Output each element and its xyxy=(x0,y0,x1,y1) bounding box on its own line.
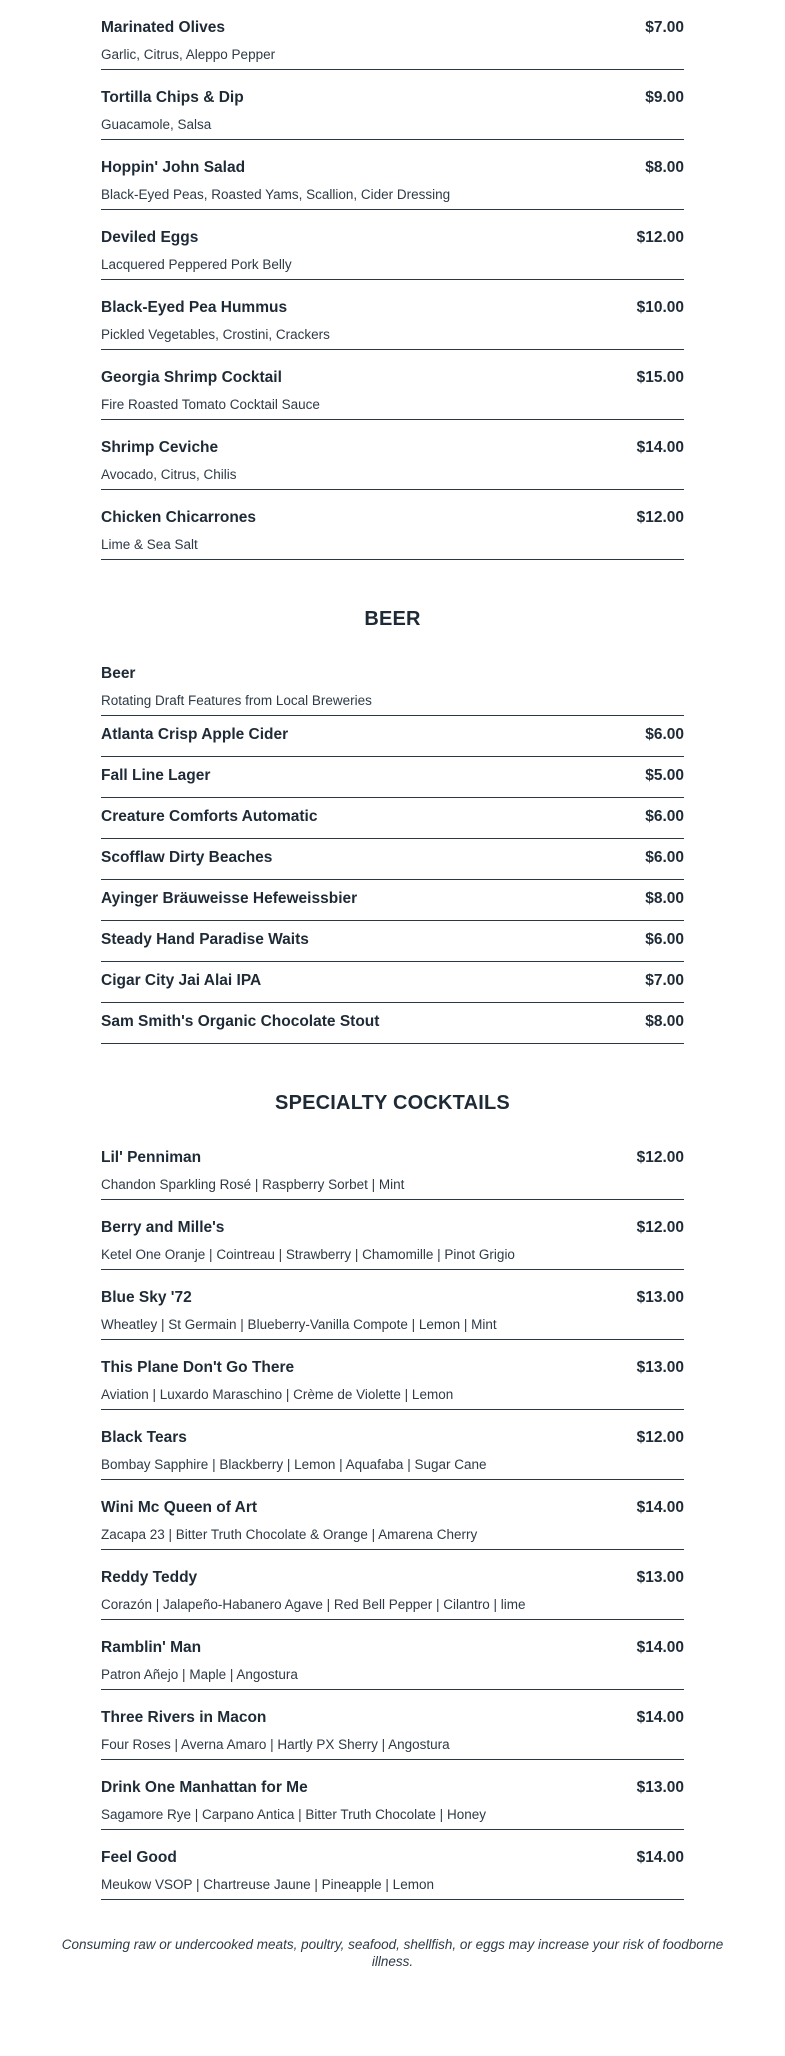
item-description: Patron Añejo | Maple | Angostura xyxy=(101,1667,298,1682)
item-description: Bombay Sapphire | Blackberry | Lemon | Aquafaba | Sugar Cane xyxy=(101,1457,487,1472)
menu-item xyxy=(101,1620,684,1690)
menu-item xyxy=(101,210,684,280)
item-name: Beer xyxy=(101,665,136,682)
item-price: $14.00 xyxy=(636,1709,684,1726)
menu-item xyxy=(101,1830,684,1900)
item-name: Creature Comforts Automatic xyxy=(101,808,318,825)
menu-item xyxy=(101,839,684,880)
menu-item xyxy=(101,70,684,140)
item-name: Lil' Penniman xyxy=(101,1149,202,1166)
menu-item xyxy=(101,880,684,921)
menu-item xyxy=(101,420,684,490)
item-price: $5.00 xyxy=(645,767,684,784)
item-price: $15.00 xyxy=(636,369,684,386)
item-price: $12.00 xyxy=(636,1219,684,1236)
item-name: Black Tears xyxy=(101,1429,187,1446)
menu-item xyxy=(101,962,684,1003)
item-name: Hoppin' John Salad xyxy=(101,159,246,176)
item-description: Zacapa 23 | Bitter Truth Chocolate & Orange | Amarena Cherry xyxy=(101,1527,478,1542)
item-price: $14.00 xyxy=(636,1499,684,1516)
item-price: $12.00 xyxy=(636,1149,684,1166)
menu-item xyxy=(101,1480,684,1550)
item-name: Sam Smith's Organic Chocolate Stout xyxy=(101,1013,380,1030)
item-price: $6.00 xyxy=(645,808,684,825)
item-price: $14.00 xyxy=(636,439,684,456)
starters-list xyxy=(101,0,684,560)
menu-item xyxy=(101,798,684,839)
item-name: Steady Hand Paradise Waits xyxy=(101,931,309,948)
menu-item xyxy=(101,646,684,716)
item-description: Garlic, Citrus, Aleppo Pepper xyxy=(101,47,276,62)
item-price: $10.00 xyxy=(636,299,684,316)
item-description: Corazón | Jalapeño-Habanero Agave | Red Bell Pepper | Cilantro | lime xyxy=(101,1597,526,1612)
item-price: $6.00 xyxy=(645,726,684,743)
menu-item xyxy=(101,1200,684,1270)
beer-section-title: BEER xyxy=(364,608,421,630)
item-description: Ketel One Oranje | Cointreau | Strawberry | Chamomille | Pinot Grigio xyxy=(101,1247,515,1262)
item-name: Tortilla Chips & Dip xyxy=(101,89,244,106)
menu-item xyxy=(101,921,684,962)
item-description: Lacquered Peppered Pork Belly xyxy=(101,257,292,272)
item-name: Chicken Chicarrones xyxy=(101,509,257,526)
item-description: Guacamole, Salsa xyxy=(101,117,212,132)
item-name: Three Rivers in Macon xyxy=(101,1709,267,1726)
item-name: Marinated Olives xyxy=(101,19,226,36)
menu-item xyxy=(101,1550,684,1620)
item-name: Shrimp Ceviche xyxy=(101,439,219,456)
beer-list xyxy=(101,646,684,1044)
menu-item xyxy=(101,757,684,798)
menu-item xyxy=(101,716,684,757)
item-name: Georgia Shrimp Cocktail xyxy=(101,369,282,386)
menu-item xyxy=(101,140,684,210)
food-safety-footnote: Consuming raw or undercooked meats, poultry, seafood, shellfish, or eggs may increase your risk of foodborne illness. xyxy=(61,1937,724,1969)
item-price: $14.00 xyxy=(636,1849,684,1866)
item-description: Black-Eyed Peas, Roasted Yams, Scallion, Cider Dressing xyxy=(101,187,451,202)
item-description: Fire Roasted Tomato Cocktail Sauce xyxy=(101,397,320,412)
item-description: Avocado, Citrus, Chilis xyxy=(101,467,237,482)
item-price: $8.00 xyxy=(645,1013,684,1030)
item-description: Four Roses | Averna Amaro | Hartly PX Sherry | Angostura xyxy=(101,1737,450,1752)
item-name: Feel Good xyxy=(101,1849,177,1866)
item-price: $9.00 xyxy=(645,89,684,106)
item-name: Fall Line Lager xyxy=(101,767,211,784)
item-description: Meukow VSOP | Chartreuse Jaune | Pineapple | Lemon xyxy=(101,1877,434,1892)
item-name: Ramblin' Man xyxy=(101,1639,202,1656)
item-description: Rotating Draft Features from Local Breweries xyxy=(101,693,372,708)
item-description: Wheatley | St Germain | Blueberry-Vanilla Compote | Lemon | Mint xyxy=(101,1317,497,1332)
cocktails-section-title: SPECIALTY COCKTAILS xyxy=(275,1092,510,1114)
item-name: Drink One Manhattan for Me xyxy=(101,1779,308,1796)
menu-item xyxy=(101,0,684,70)
item-name: Reddy Teddy xyxy=(101,1569,198,1586)
item-name: Berry and Mille's xyxy=(101,1219,225,1236)
item-price: $8.00 xyxy=(645,159,684,176)
item-price: $13.00 xyxy=(636,1359,684,1376)
item-name: Wini Mc Queen of Art xyxy=(101,1499,258,1516)
menu-item xyxy=(101,1760,684,1830)
item-description: Lime & Sea Salt xyxy=(101,537,198,552)
item-price: $13.00 xyxy=(636,1779,684,1796)
item-description: Chandon Sparkling Rosé | Raspberry Sorbet | Mint xyxy=(101,1177,405,1192)
item-name: Blue Sky '72 xyxy=(101,1289,192,1306)
item-price: $14.00 xyxy=(636,1639,684,1656)
item-name: Black-Eyed Pea Hummus xyxy=(101,299,288,316)
item-description: Pickled Vegetables, Crostini, Crackers xyxy=(101,327,330,342)
item-name: Scofflaw Dirty Beaches xyxy=(101,849,273,866)
item-description: Aviation | Luxardo Maraschino | Crème de Violette | Lemon xyxy=(101,1387,454,1402)
menu-item xyxy=(101,1410,684,1480)
item-description: Sagamore Rye | Carpano Antica | Bitter Truth Chocolate | Honey xyxy=(101,1807,486,1822)
item-price: $12.00 xyxy=(636,229,684,246)
item-price: $12.00 xyxy=(636,1429,684,1446)
menu-item xyxy=(101,1270,684,1340)
item-price: $12.00 xyxy=(636,509,684,526)
menu-item xyxy=(101,1003,684,1044)
menu-item xyxy=(101,280,684,350)
item-name: Deviled Eggs xyxy=(101,229,199,246)
item-name: Ayinger Bräuweisse Hefeweissbier xyxy=(101,890,358,907)
item-name: This Plane Don't Go There xyxy=(101,1359,295,1376)
item-price: $13.00 xyxy=(636,1569,684,1586)
menu-item xyxy=(101,1340,684,1410)
item-price: $7.00 xyxy=(645,19,684,36)
menu-item xyxy=(101,490,684,560)
cocktails-list xyxy=(101,1130,684,1900)
menu-item xyxy=(101,1130,684,1200)
item-price: $7.00 xyxy=(645,972,684,989)
item-price: $13.00 xyxy=(636,1289,684,1306)
item-price: $6.00 xyxy=(645,849,684,866)
item-name: Atlanta Crisp Apple Cider xyxy=(101,726,289,743)
item-price: $6.00 xyxy=(645,931,684,948)
item-price: $8.00 xyxy=(645,890,684,907)
menu-item xyxy=(101,1690,684,1760)
item-name: Cigar City Jai Alai IPA xyxy=(101,972,262,989)
menu-item xyxy=(101,350,684,420)
